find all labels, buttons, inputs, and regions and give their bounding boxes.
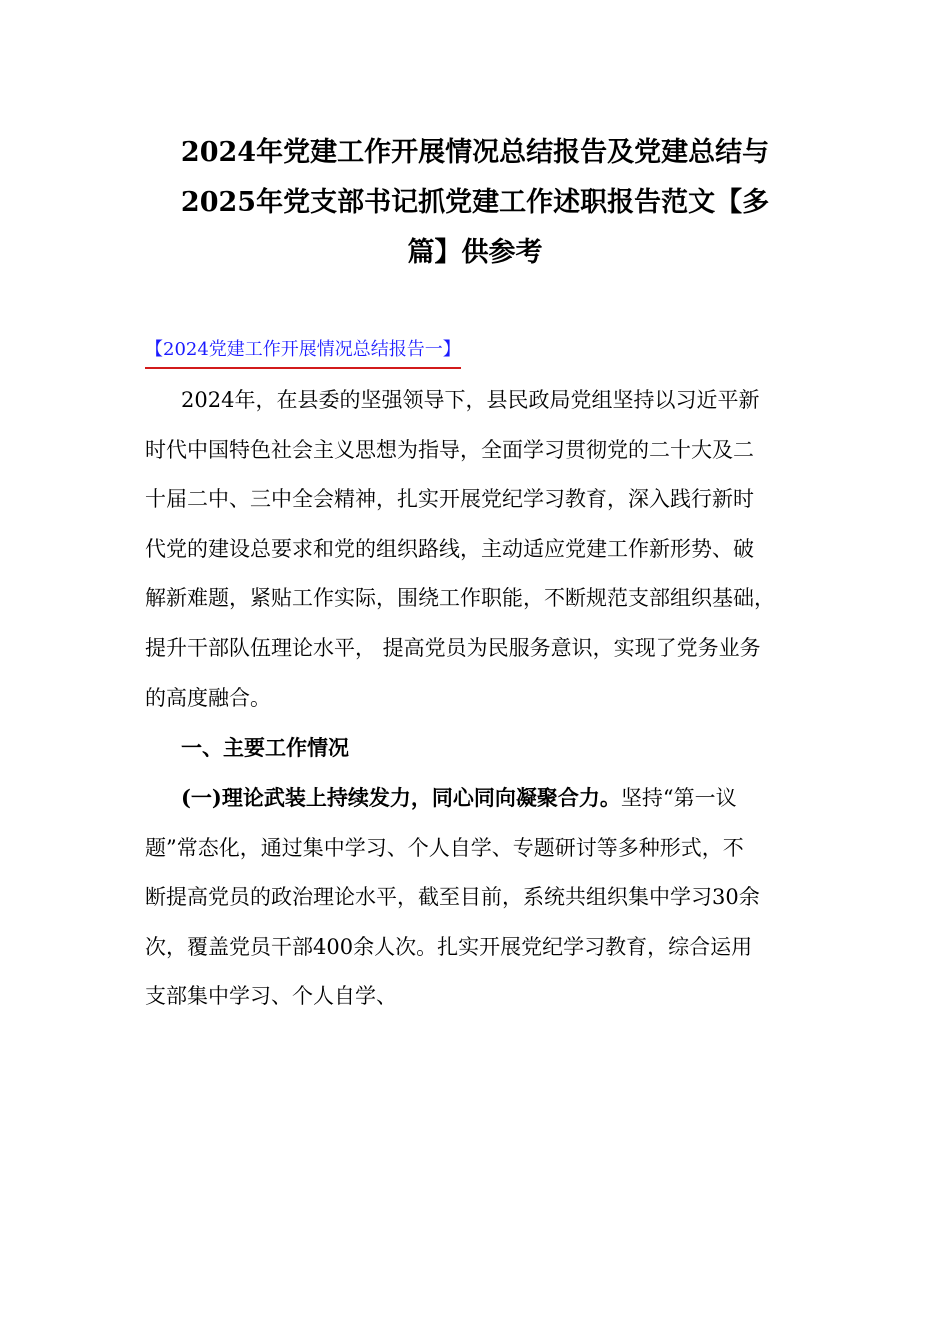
paragraph-lead-rest: 坚持“第一议: [620, 786, 737, 810]
paragraph-line: 提升干部队伍理论水平， 提高党员为民服务意识，实现了党务业务: [145, 635, 761, 660]
paragraph-line: 代党的建设总要求和党的组织路线，主动适应党建工作新形势、破: [145, 536, 754, 561]
paragraph-line: 支部集中学习、个人自学、: [145, 984, 397, 1009]
document-title: [120, 128, 830, 278]
paragraph-line: 解新难题，紧贴工作实际，围绕工作职能，不断规范支部组织基础，: [145, 586, 775, 611]
paragraph-intro: [145, 376, 835, 723]
paragraph-line: 断提高党员的政治理论水平，截至目前，系统共组织集中学习30余: [145, 885, 760, 910]
paragraph-line: 题”常态化，通过集中学习、个人自学、专题研讨等多种形式，不: [145, 835, 744, 860]
paragraph-lead-bold: (一)理论武装上持续发力，同心同向凝聚合力。: [181, 785, 621, 810]
paragraph-line: 时代中国特色社会主义思想为指导，全面学习贯彻党的二十大及二: [145, 437, 754, 462]
paragraph-line: [145, 773, 835, 824]
heading-main-work: 一、主要工作情况: [181, 735, 349, 760]
title-line-2: 2025年党支部书记抓党建工作述职报告范文【多: [180, 187, 770, 218]
title-line-1: 2024年党建工作开展情况总结报告及党建总结与: [180, 137, 770, 168]
title-line-3: 篇】供参考: [407, 237, 543, 268]
paragraph-line: 2024年，在县委的坚强领导下，县民政局党组坚持以习近平新: [181, 388, 760, 412]
paragraph-theory: [145, 773, 835, 1022]
paragraph-line: 的高度融合。: [145, 685, 271, 710]
section-link-text[interactable]: 【2024党建工作开展情况总结报告一】: [145, 336, 461, 369]
paragraph-line: 次，覆盖党员干部400余人次。扎实开展党纪学习教育，综合运用: [145, 934, 753, 959]
paragraph-line: 十届二中、三中全会精神，扎实开展党纪学习教育，深入践行新时: [145, 487, 754, 512]
section-link-report-one[interactable]: [145, 336, 461, 369]
